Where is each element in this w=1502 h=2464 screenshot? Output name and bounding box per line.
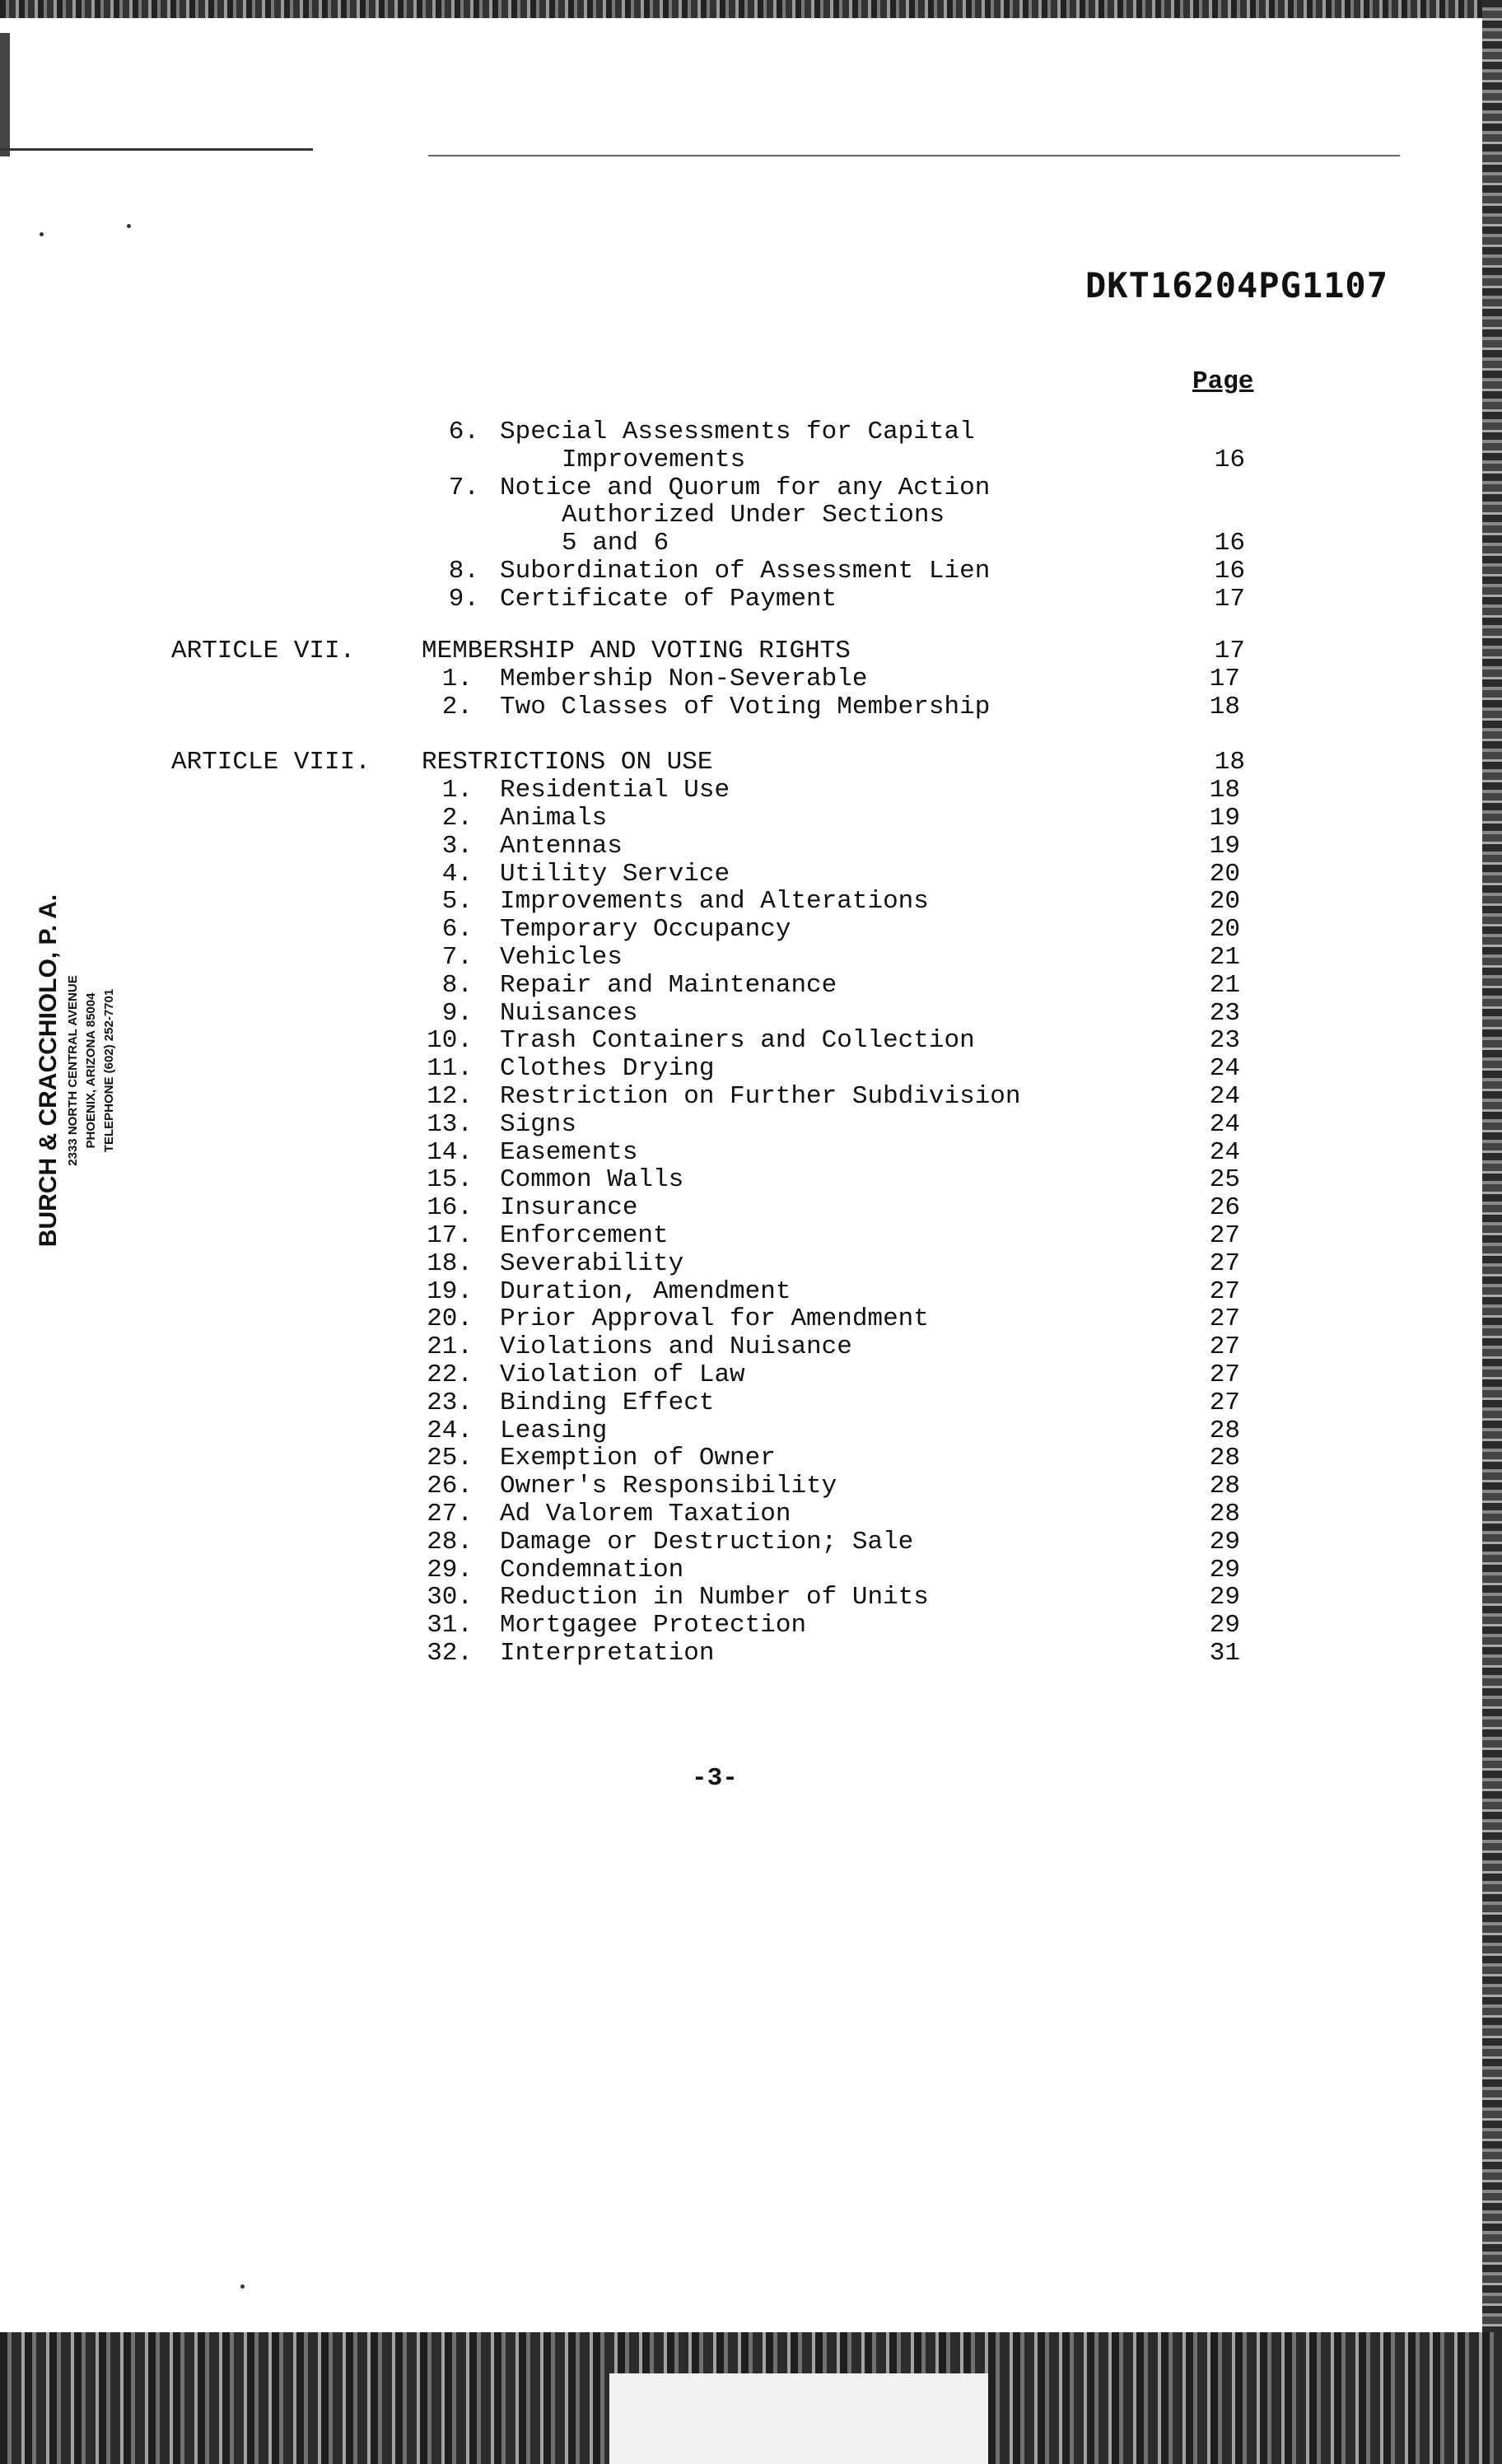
entry-title: Improvements and Alterations	[500, 887, 929, 917]
entry-title: Mortgagee Protection	[500, 1611, 807, 1640]
entry-number: 7.	[448, 473, 479, 502]
entry-page: 24	[1209, 1109, 1240, 1139]
speck	[240, 2284, 245, 2289]
entry-page: 26	[1209, 1193, 1240, 1223]
entry-title: Special Assessments for Capital	[500, 418, 975, 446]
firm-address: 2333 NORTH CENTRAL AVENUE	[66, 975, 80, 1166]
entry-page: 19	[1209, 831, 1240, 861]
entry-page: 29	[1209, 1555, 1240, 1584]
entry-page: 21	[1209, 943, 1240, 972]
entry-title: Signs	[500, 1109, 577, 1139]
entry-page: 24	[1209, 1082, 1240, 1111]
entry-number: 26.	[427, 1472, 473, 1501]
article-title: RESTRICTIONS ON USE	[422, 748, 713, 777]
entry-page: 27	[1209, 1304, 1240, 1334]
entry-number: 20.	[427, 1304, 473, 1334]
entry-page: 31	[1209, 1639, 1240, 1668]
entry-page: 24	[1209, 1054, 1240, 1084]
entry-page: 17	[1209, 664, 1240, 693]
entry-title: Membership Non-Severable	[500, 664, 868, 693]
docket-stamp: DKT16204PG1107	[1085, 265, 1389, 306]
entry-title: Nuisances	[500, 998, 638, 1028]
entry-page: 20	[1209, 887, 1240, 917]
entry-page: 27	[1209, 1388, 1240, 1417]
entry-number: 19.	[427, 1276, 473, 1306]
entry-number: 5.	[441, 887, 473, 917]
entry-number: 16.	[427, 1193, 473, 1223]
entry-title: Certificate of Payment	[500, 584, 837, 614]
entry-page: 20	[1209, 859, 1240, 889]
entry-number: 29.	[427, 1555, 473, 1584]
entry-number: 6.	[441, 915, 473, 945]
entry-number: 11.	[427, 1054, 473, 1084]
entry-number: 28.	[427, 1527, 473, 1556]
entry-title: Damage or Destruction; Sale	[500, 1527, 914, 1556]
article-page: 18	[1214, 748, 1245, 777]
entry-title: Exemption of Owner	[500, 1444, 776, 1473]
entry-title: Severability	[500, 1248, 684, 1278]
entry-title: Violation of Law	[500, 1360, 745, 1389]
article-title: MEMBERSHIP AND VOTING RIGHTS	[422, 637, 851, 665]
entry-number: 9.	[441, 998, 473, 1028]
entry-number: 12.	[427, 1082, 473, 1111]
entry-page: 28	[1209, 1500, 1240, 1528]
scan-rule-right	[428, 155, 1400, 156]
entry-page: 21	[1209, 970, 1240, 1000]
scan-edge-right	[1482, 0, 1502, 2464]
article-label: ARTICLE VII.	[171, 637, 356, 665]
entry-page: 23	[1209, 998, 1240, 1028]
entry-title: Clothes Drying	[500, 1054, 715, 1084]
entry-title: Reduction in Number of Units	[500, 1583, 929, 1612]
entry-page: 27	[1209, 1332, 1240, 1362]
entry-number: 17.	[427, 1221, 473, 1250]
entry-page: 27	[1209, 1248, 1240, 1278]
entry-title: Trash Containers and Collection	[500, 1026, 975, 1056]
entry-page: 29	[1209, 1611, 1240, 1640]
entry-number: 22.	[427, 1360, 473, 1389]
entry-number: 32.	[427, 1639, 473, 1668]
entry-page: 16	[1214, 529, 1245, 558]
page-column-header: Page	[1192, 367, 1254, 396]
entry-number: 2.	[441, 804, 473, 833]
entry-title: Restriction on Further Subdivision	[500, 1082, 1021, 1111]
entry-title: Vehicles	[500, 943, 623, 972]
entry-page: 18	[1209, 692, 1240, 721]
entry-number: 30.	[427, 1583, 473, 1612]
entry-number: 27.	[427, 1500, 473, 1528]
entry-page: 29	[1209, 1583, 1240, 1612]
entry-title: Duration, Amendment	[500, 1276, 791, 1306]
entry-page: 20	[1209, 915, 1240, 945]
entry-page: 28	[1209, 1472, 1240, 1501]
entry-page: 25	[1209, 1165, 1240, 1195]
firm-name: BURCH & CRACCHIOLO, P. A.	[35, 894, 62, 1248]
article-label: ARTICLE VIII.	[171, 748, 371, 777]
entry-page: 16	[1214, 557, 1245, 586]
entry-number: 14.	[427, 1137, 473, 1167]
entry-title: Antennas	[500, 831, 623, 861]
entry-title: Ad Valorem Taxation	[500, 1500, 791, 1528]
entry-number: 24.	[427, 1416, 473, 1445]
entry-title: Interpretation	[500, 1639, 715, 1668]
entry-title: 5 and 6	[562, 529, 669, 558]
speck	[127, 224, 131, 228]
entry-number: 25.	[427, 1444, 473, 1473]
entry-page: 27	[1209, 1221, 1240, 1250]
entry-title: Violations and Nuisance	[500, 1332, 852, 1362]
scan-rule-left	[0, 148, 313, 151]
article-page: 17	[1214, 637, 1245, 665]
entry-number: 2.	[441, 692, 473, 721]
entry-number: 21.	[427, 1332, 473, 1362]
entry-title: Condemnation	[500, 1555, 684, 1584]
entry-number: 1.	[441, 776, 473, 805]
entry-title: Two Classes of Voting Membership	[500, 692, 991, 721]
entry-title: Easements	[500, 1137, 638, 1167]
page-number: -3-	[692, 1764, 738, 1793]
entry-page: 19	[1209, 804, 1240, 833]
entry-title: Prior Approval for Amendment	[500, 1304, 929, 1334]
entry-title: Notice and Quorum for any Action	[500, 473, 991, 502]
entry-page: 23	[1209, 1026, 1240, 1056]
entry-page: 24	[1209, 1137, 1240, 1167]
entry-number: 8.	[441, 970, 473, 1000]
entry-title: Binding Effect	[500, 1388, 715, 1417]
entry-number: 1.	[441, 664, 473, 693]
entry-page: 27	[1209, 1276, 1240, 1306]
entry-number: 13.	[427, 1109, 473, 1139]
entry-title: Common Walls	[500, 1165, 684, 1195]
entry-title: Owner's Responsibility	[500, 1472, 837, 1501]
entry-number: 18.	[427, 1248, 473, 1278]
entry-page: 17	[1214, 584, 1245, 614]
entry-number: 3.	[441, 831, 473, 861]
speck	[40, 232, 44, 236]
entry-number: 23.	[427, 1388, 473, 1417]
entry-page: 28	[1209, 1416, 1240, 1445]
entry-title: Residential Use	[500, 776, 730, 805]
entry-title: Subordination of Assessment Lien	[500, 557, 991, 586]
scan-edge-bottom-gap	[609, 2373, 988, 2464]
entry-title: Authorized Under Sections	[562, 501, 945, 530]
entry-number: 4.	[441, 859, 473, 889]
entry-number: 7.	[441, 943, 473, 972]
firm-phone: TELEPHONE (602) 252-7701	[102, 988, 116, 1153]
entry-number: 9.	[448, 584, 479, 614]
entry-title: Insurance	[500, 1193, 638, 1223]
scan-edge-left	[0, 33, 10, 156]
entry-number: 31.	[427, 1611, 473, 1640]
entry-title: Temporary Occupancy	[500, 915, 791, 945]
entry-number: 6.	[448, 418, 479, 446]
entry-title: Leasing	[500, 1416, 608, 1445]
entry-title: Utility Service	[500, 859, 730, 889]
firm-city: PHOENIX, ARIZONA 85004	[84, 992, 98, 1149]
entry-page: 28	[1209, 1444, 1240, 1473]
scan-edge-top	[0, 0, 1502, 18]
entry-page: 18	[1209, 776, 1240, 805]
entry-page: 29	[1209, 1527, 1240, 1556]
entry-page: 16	[1214, 445, 1245, 474]
entry-title: Enforcement	[500, 1221, 669, 1250]
entry-number: 8.	[448, 557, 479, 586]
entry-number: 10.	[427, 1026, 473, 1056]
entry-page: 27	[1209, 1360, 1240, 1389]
entry-title: Improvements	[562, 445, 746, 474]
entry-number: 15.	[427, 1165, 473, 1195]
entry-title: Repair and Maintenance	[500, 970, 837, 1000]
law-firm-sidebar	[33, 877, 124, 1264]
entry-title: Animals	[500, 804, 608, 833]
